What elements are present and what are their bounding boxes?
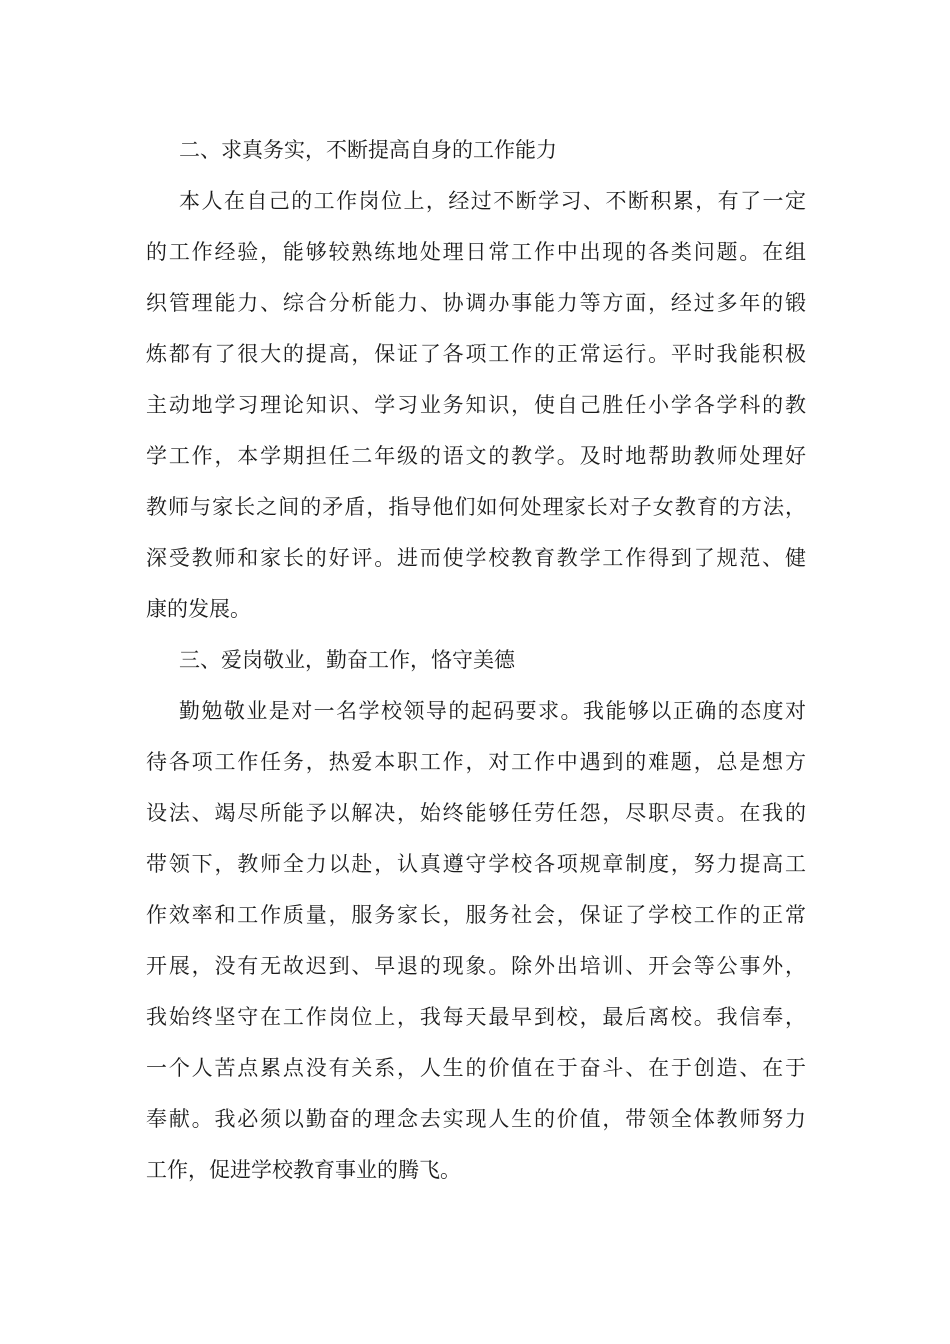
- paragraph-line: 主动地学习理论知识、学习业务知识，使自己胜任小学各学科的教: [146, 393, 806, 417]
- document-body: [146, 125, 806, 1196]
- section-heading: 二、求真务实，不断提高自身的工作能力: [179, 138, 557, 162]
- paragraph-line: 本人在自己的工作岗位上，经过不断学习、不断积累，有了一定: [179, 189, 806, 213]
- paragraph-line: 我始终坚守在工作岗位上，我每天最早到校，最后离校。我信奉，: [146, 1005, 806, 1029]
- section-heading: 三、爱岗敬业，勤奋工作，恪守美德: [179, 648, 515, 672]
- paragraph-line: 带领下，教师全力以赴，认真遵守学校各项规章制度，努力提高工: [146, 852, 806, 876]
- paragraph-line: 奉献。我必须以勤奋的理念去实现人生的价值，带领全体教师努力: [146, 1107, 806, 1131]
- paragraph-line: 勤勉敬业是对一名学校领导的起码要求。我能够以正确的态度对: [179, 699, 806, 723]
- paragraph-line: 工作，促进学校教育事业的腾飞。: [146, 1158, 461, 1182]
- paragraph-line: 作效率和工作质量，服务家长，服务社会，保证了学校工作的正常: [146, 903, 806, 927]
- paragraph-line: 待各项工作任务，热爱本职工作，对工作中遇到的难题，总是想方: [146, 750, 806, 774]
- paragraph-line: 设法、竭尽所能予以解决，始终能够任劳任怨，尽职尽责。在我的: [146, 801, 806, 825]
- paragraph-line: 深受教师和家长的好评。进而使学校教育教学工作得到了规范、健: [146, 546, 806, 570]
- paragraph-line: 学工作，本学期担任二年级的语文的教学。及时地帮助教师处理好: [146, 444, 806, 468]
- paragraph-line: 炼都有了很大的提高，保证了各项工作的正常运行。平时我能积极: [146, 342, 806, 366]
- paragraph-line: 康的发展。: [146, 597, 251, 621]
- paragraph-line: 一个人苦点累点没有关系，人生的价值在于奋斗、在于创造、在于: [146, 1056, 806, 1080]
- paragraph-line: 教师与家长之间的矛盾，指导他们如何处理家长对子女教育的方法，: [146, 495, 806, 519]
- paragraph-line: 织管理能力、综合分析能力、协调办事能力等方面，经过多年的锻: [146, 291, 806, 315]
- paragraph-line: 开展，没有无故迟到、早退的现象。除外出培训、开会等公事外，: [146, 954, 806, 978]
- paragraph-line: 的工作经验，能够较熟练地处理日常工作中出现的各类问题。在组: [146, 240, 806, 264]
